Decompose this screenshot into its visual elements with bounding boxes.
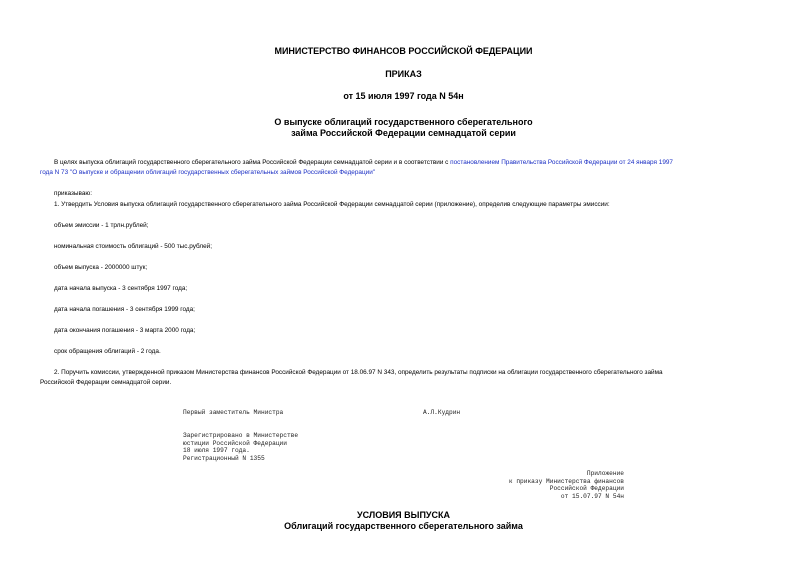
item-1-text: 1. Утвердить Условия выпуска облигаций государственного сберегательного займа Российской Федерации семнадцатой серии (приложение), определив следующие параметры эмиссии: xyxy=(54,201,610,208)
param-emission-volume: объем эмиссии - 1 трлн.рублей; xyxy=(54,222,149,229)
param-circulation-period: срок обращения облигаций - 2 года. xyxy=(54,348,161,355)
intro-paragraph-line-2 xyxy=(40,168,375,178)
param-redemption-end: дата окончания погашения - 3 марта 2000 года; xyxy=(54,327,196,334)
appendix-title-line-2: Облигаций государственного сберегательного займа xyxy=(284,521,523,531)
decree-link-part-1[interactable]: постановлением Правительства Российской Федерации от 24 января 1997 xyxy=(450,159,673,166)
order-word: приказываю: xyxy=(54,190,92,197)
item-2-line-2: Российской Федерации семнадцатой серии. xyxy=(40,379,172,386)
registration-line-4: Регистрационный N 1355 xyxy=(183,454,265,462)
param-issue-start: дата начала выпуска - 3 сентября 1997 года; xyxy=(54,285,188,292)
param-nominal-value: номинальная стоимость облигаций - 500 тыс.рублей; xyxy=(54,243,212,250)
item-2-line-1: 2. Поручить комиссии, утвержденной приказом Министерства финансов Российской Федерации от 18.06.97 N 343, определить результаты подписки на облигации государственного сберегательного займа xyxy=(54,369,663,376)
signature-position: Первый заместитель Министра xyxy=(183,409,284,416)
appendix-note-line-2: к приказу Министерства финансов xyxy=(508,477,624,485)
ministry-heading: МИНИСТЕРСТВО ФИНАНСОВ РОССИЙСКОЙ ФЕДЕРАЦИИ xyxy=(274,46,533,56)
decree-link-part-2[interactable]: года N 73 "О выпуске и обращении облигаций государственных сберегательных займов Российской Федерации" xyxy=(40,169,376,176)
registration-line-3: 18 июля 1997 года. xyxy=(183,447,250,454)
signature-name: А.Л.Кудрин xyxy=(423,409,461,416)
intro-text: В целях выпуска облигаций государственного сберегательного займа Российской Федерации семнадцатой серии и в соответствии с xyxy=(54,159,451,166)
param-issue-volume: объем выпуска - 2000000 штук; xyxy=(54,264,148,271)
appendix-note-line-4: от 15.07.97 N 54н xyxy=(560,492,624,500)
appendix-note-line-1: Приложение xyxy=(586,470,624,477)
intro-paragraph-line-1 xyxy=(54,158,673,168)
doc-type-heading: ПРИКАЗ xyxy=(385,69,422,79)
title-line-2: займа Российской Федерации семнадцатой серии xyxy=(291,128,516,138)
date-number-heading: от 15 июля 1997 года N 54н xyxy=(343,91,464,101)
param-redemption-start: дата начала погашения - 3 сентября 1999 года; xyxy=(54,306,195,313)
registration-line-1: Зарегистрировано в Министерстве xyxy=(183,432,299,439)
appendix-note-line-3: Российской Федерации xyxy=(549,485,624,492)
appendix-title-line-1: УСЛОВИЯ ВЫПУСКА xyxy=(357,510,450,520)
title-line-1: О выпуске облигаций государственного сберегательного xyxy=(274,117,533,127)
registration-line-2: юстиции Российской Федерации xyxy=(183,439,287,447)
